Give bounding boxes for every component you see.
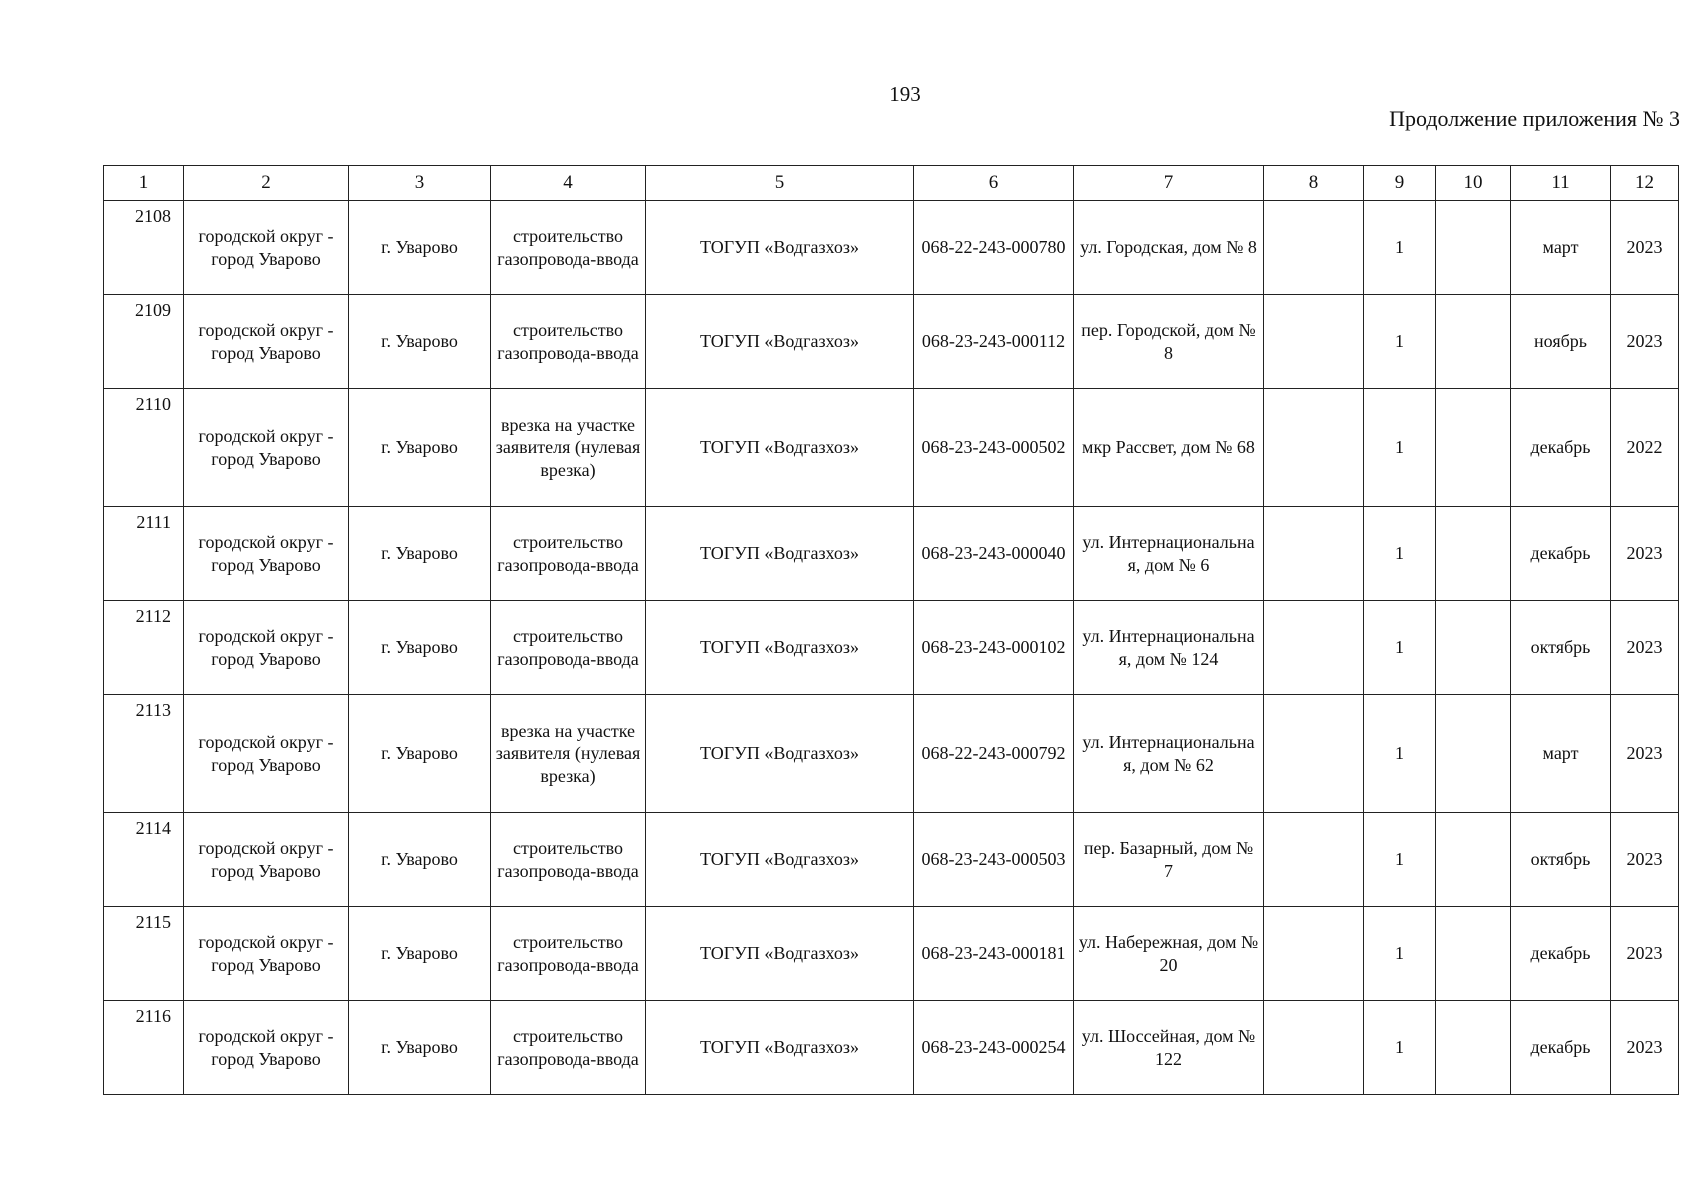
table-row	[104, 695, 1679, 813]
column-header: 6	[914, 166, 1074, 201]
year-cell: 2022	[1611, 389, 1679, 507]
district-cell: городской округ - город Уварово	[184, 1001, 349, 1095]
organization-cell: ТОГУП «Водгазхоз»	[646, 695, 914, 813]
count-cell: 1	[1364, 201, 1436, 295]
column-8-cell	[1264, 695, 1364, 813]
district-cell: городской округ - город Уварово	[184, 695, 349, 813]
count-cell: 1	[1364, 389, 1436, 507]
column-10-cell	[1436, 389, 1511, 507]
work-type-cell: строительство газопровода-ввода	[491, 907, 646, 1001]
table-row	[104, 389, 1679, 507]
column-header: 3	[349, 166, 491, 201]
row-number: 2111	[104, 507, 184, 601]
locality-cell: г. Уварово	[349, 389, 491, 507]
column-10-cell	[1436, 813, 1511, 907]
locality-cell: г. Уварово	[349, 695, 491, 813]
registry-code-cell: 068-23-243-000102	[914, 601, 1074, 695]
table-row	[104, 813, 1679, 907]
year-cell: 2023	[1611, 295, 1679, 389]
organization-cell: ТОГУП «Водгазхоз»	[646, 389, 914, 507]
locality-cell: г. Уварово	[349, 1001, 491, 1095]
column-10-cell	[1436, 1001, 1511, 1095]
appendix-subtitle: Продолжение приложения № 3	[1389, 106, 1680, 131]
work-type-cell: врезка на участке заявителя (нулевая врезка)	[491, 695, 646, 813]
count-cell: 1	[1364, 295, 1436, 389]
count-cell: 1	[1364, 507, 1436, 601]
registry-code-cell: 068-23-243-000181	[914, 907, 1074, 1001]
organization-cell: ТОГУП «Водгазхоз»	[646, 295, 914, 389]
month-cell: декабрь	[1511, 389, 1611, 507]
address-cell: ул. Интернациональна я, дом № 62	[1074, 695, 1264, 813]
district-cell: городской округ - город Уварово	[184, 813, 349, 907]
address-cell: ул. Шоссейная, дом № 122	[1074, 1001, 1264, 1095]
work-type-cell: строительство газопровода-ввода	[491, 295, 646, 389]
district-cell: городской округ - город Уварово	[184, 907, 349, 1001]
table-row	[104, 201, 1679, 295]
count-cell: 1	[1364, 695, 1436, 813]
column-header: 4	[491, 166, 646, 201]
address-cell: ул. Набережная, дом № 20	[1074, 907, 1264, 1001]
work-type-cell: строительство газопровода-ввода	[491, 507, 646, 601]
month-cell: декабрь	[1511, 1001, 1611, 1095]
work-type-cell: строительство газопровода-ввода	[491, 813, 646, 907]
organization-cell: ТОГУП «Водгазхоз»	[646, 507, 914, 601]
table-row	[104, 907, 1679, 1001]
organization-cell: ТОГУП «Водгазхоз»	[646, 1001, 914, 1095]
locality-cell: г. Уварово	[349, 907, 491, 1001]
column-8-cell	[1264, 507, 1364, 601]
column-header: 12	[1611, 166, 1679, 201]
registry-code-cell: 068-22-243-000792	[914, 695, 1074, 813]
year-cell: 2023	[1611, 813, 1679, 907]
column-header: 9	[1364, 166, 1436, 201]
row-number: 2108	[104, 201, 184, 295]
work-type-cell: строительство газопровода-ввода	[491, 1001, 646, 1095]
month-cell: март	[1511, 695, 1611, 813]
row-number: 2114	[104, 813, 184, 907]
count-cell: 1	[1364, 813, 1436, 907]
row-number: 2113	[104, 695, 184, 813]
table-row	[104, 507, 1679, 601]
registry-code-cell: 068-23-243-000503	[914, 813, 1074, 907]
column-10-cell	[1436, 907, 1511, 1001]
year-cell: 2023	[1611, 201, 1679, 295]
table-row	[104, 1001, 1679, 1095]
locality-cell: г. Уварово	[349, 507, 491, 601]
count-cell: 1	[1364, 1001, 1436, 1095]
organization-cell: ТОГУП «Водгазхоз»	[646, 813, 914, 907]
column-header: 11	[1511, 166, 1611, 201]
column-10-cell	[1436, 507, 1511, 601]
row-number: 2109	[104, 295, 184, 389]
row-number: 2116	[104, 1001, 184, 1095]
organization-cell: ТОГУП «Водгазхоз»	[646, 907, 914, 1001]
month-cell: март	[1511, 201, 1611, 295]
district-cell: городской округ - город Уварово	[184, 507, 349, 601]
registry-code-cell: 068-23-243-000112	[914, 295, 1074, 389]
column-header: 7	[1074, 166, 1264, 201]
organization-cell: ТОГУП «Водгазхоз»	[646, 601, 914, 695]
address-cell: пер. Городской, дом № 8	[1074, 295, 1264, 389]
locality-cell: г. Уварово	[349, 813, 491, 907]
column-8-cell	[1264, 813, 1364, 907]
data-table	[103, 165, 1679, 1095]
address-cell: ул. Городская, дом № 8	[1074, 201, 1264, 295]
column-10-cell	[1436, 295, 1511, 389]
organization-cell: ТОГУП «Водгазхоз»	[646, 201, 914, 295]
row-number: 2115	[104, 907, 184, 1001]
month-cell: октябрь	[1511, 813, 1611, 907]
column-10-cell	[1436, 695, 1511, 813]
column-8-cell	[1264, 201, 1364, 295]
column-8-cell	[1264, 295, 1364, 389]
column-header: 2	[184, 166, 349, 201]
locality-cell: г. Уварово	[349, 201, 491, 295]
column-10-cell	[1436, 201, 1511, 295]
locality-cell: г. Уварово	[349, 295, 491, 389]
count-cell: 1	[1364, 601, 1436, 695]
year-cell: 2023	[1611, 695, 1679, 813]
year-cell: 2023	[1611, 907, 1679, 1001]
registry-code-cell: 068-23-243-000254	[914, 1001, 1074, 1095]
column-header: 10	[1436, 166, 1511, 201]
district-cell: городской округ - город Уварово	[184, 601, 349, 695]
column-header: 5	[646, 166, 914, 201]
address-cell: мкр Рассвет, дом № 68	[1074, 389, 1264, 507]
table-row	[104, 295, 1679, 389]
district-cell: городской округ - город Уварово	[184, 295, 349, 389]
column-header: 1	[104, 166, 184, 201]
registry-code-cell: 068-23-243-000040	[914, 507, 1074, 601]
work-type-cell: строительство газопровода-ввода	[491, 201, 646, 295]
count-cell: 1	[1364, 907, 1436, 1001]
address-cell: ул. Интернациональна я, дом № 6	[1074, 507, 1264, 601]
column-header: 8	[1264, 166, 1364, 201]
month-cell: октябрь	[1511, 601, 1611, 695]
row-number: 2110	[104, 389, 184, 507]
address-cell: ул. Интернациональна я, дом № 124	[1074, 601, 1264, 695]
month-cell: декабрь	[1511, 507, 1611, 601]
row-number: 2112	[104, 601, 184, 695]
year-cell: 2023	[1611, 507, 1679, 601]
month-cell: декабрь	[1511, 907, 1611, 1001]
column-8-cell	[1264, 601, 1364, 695]
registry-code-cell: 068-23-243-000502	[914, 389, 1074, 507]
column-10-cell	[1436, 601, 1511, 695]
column-8-cell	[1264, 907, 1364, 1001]
page-number: 193	[889, 82, 921, 106]
registry-code-cell: 068-22-243-000780	[914, 201, 1074, 295]
year-cell: 2023	[1611, 601, 1679, 695]
table-row	[104, 601, 1679, 695]
locality-cell: г. Уварово	[349, 601, 491, 695]
district-cell: городской округ - город Уварово	[184, 389, 349, 507]
work-type-cell: строительство газопровода-ввода	[491, 601, 646, 695]
column-8-cell	[1264, 389, 1364, 507]
work-type-cell: врезка на участке заявителя (нулевая врезка)	[491, 389, 646, 507]
column-8-cell	[1264, 1001, 1364, 1095]
month-cell: ноябрь	[1511, 295, 1611, 389]
address-cell: пер. Базарный, дом № 7	[1074, 813, 1264, 907]
header-row	[104, 166, 1679, 201]
district-cell: городской округ - город Уварово	[184, 201, 349, 295]
year-cell: 2023	[1611, 1001, 1679, 1095]
